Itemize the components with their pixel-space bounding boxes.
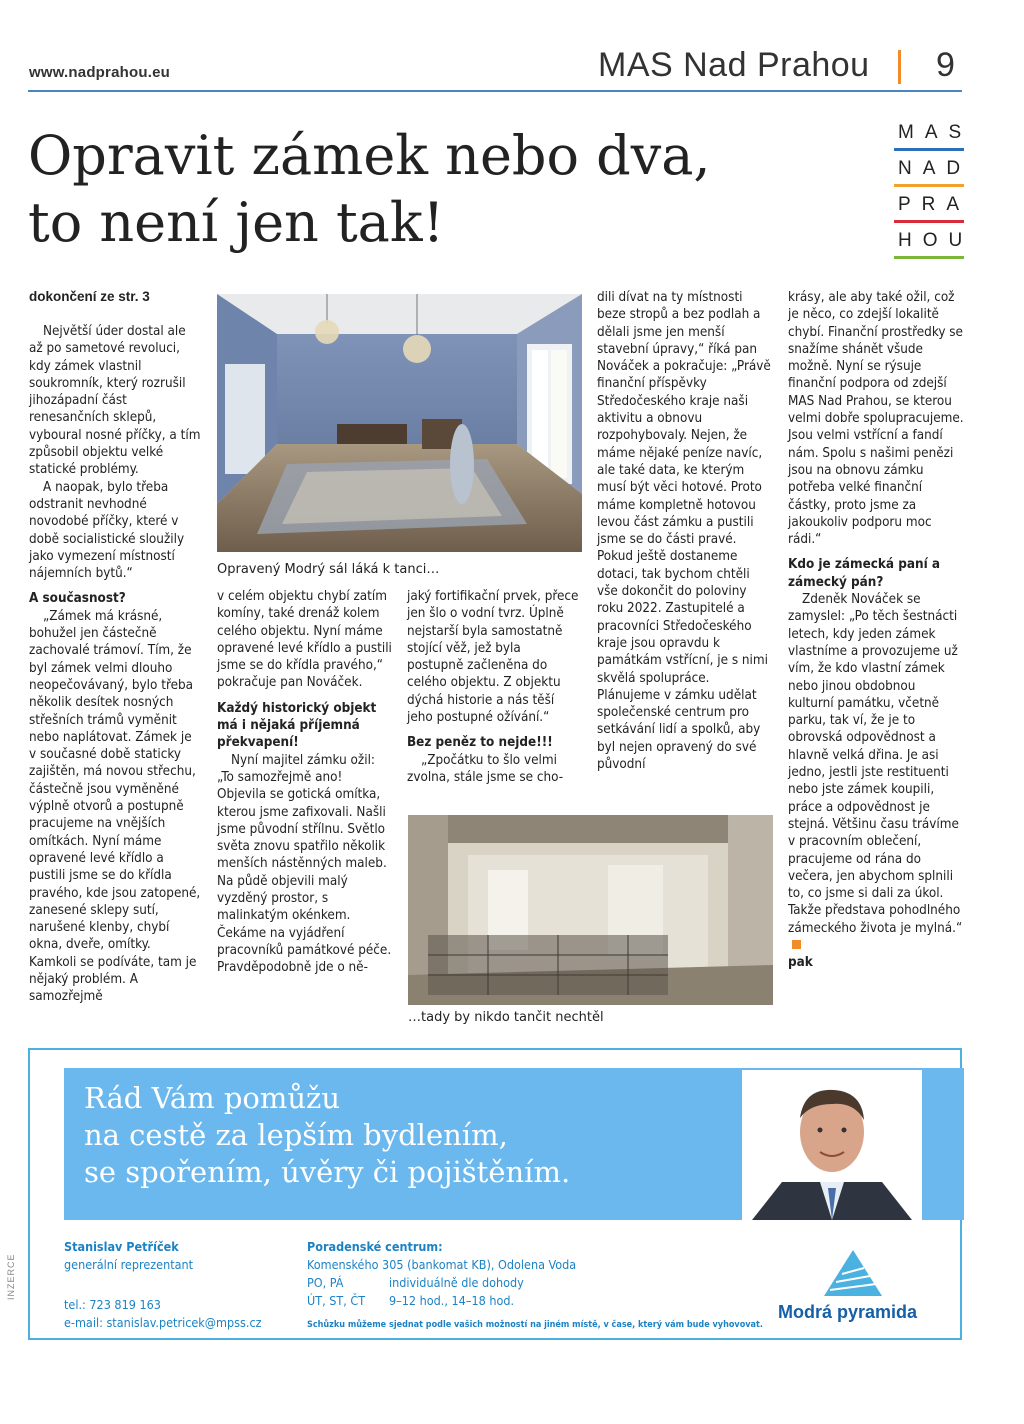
section-heading: Každý historický objekt má i nějaká příjemná překvapení! bbox=[217, 700, 377, 751]
article-paragraph: v celém objektu chybí zatím komíny, také drenáž kolem celého objektu. Nyní máme opravené levé křídlo a pustili jsme se do křídla pravého,“ pokračuje pan Nováček. bbox=[217, 589, 392, 691]
photo-caption-2: …tady by nikdo tančit nechtěl bbox=[408, 1010, 604, 1025]
ad-headline-line-2: na cestě za lepším bydlením, bbox=[84, 1118, 508, 1152]
agent-portrait bbox=[742, 1070, 922, 1242]
ad-headline-line-1: Rád Vám pomůžu bbox=[84, 1081, 341, 1115]
article-headline bbox=[28, 122, 868, 256]
article-paragraph: „Zámek má krásné, bohužel jen částečně zachovalé trámoví. Tím, že byl zámek velmi dlouho neopečovávaný, bylo třeba několik desítek nosných střešních trámů vyměnit nebo naplátovat. Zámek je v současné době staticky zajištěn, má novou střechu, částečně jsou vyměněné výplně otvorů a postupně pracujeme na vnějších omítkách. Nyní máme opravené levé křídlo a pustili jsme se do křídla pravého, kde jsou zatopené, zanesené sklepy sutí, narušené klenby, chybí okna, dveře, omítky. Kamkoli se podíváte, tam je nějaký problém. A samozřejmě bbox=[29, 608, 201, 1005]
brand-name: Modrá pyramida bbox=[778, 1302, 918, 1322]
article-paragraph: Nyní majitel zámku ožil: „To samozřejmě ano! Objevila se gotická omítka, kterou jsme zafixovali. Našli jsme původní střílnu. Světlo světa znovu spatřilo několik menších nástěnných maleb. Na půdě objevili malý vyzděný prostor, s malinkatým okénkem. Čekáme na vyjádření pracovníků památkové péče. Pravděpodobně jde o ně- bbox=[217, 752, 392, 976]
photo-caption-1: Opravený Modrý sál láká k tanci… bbox=[217, 562, 440, 577]
section-heading: A současnost? bbox=[29, 591, 126, 607]
article-column-2 bbox=[217, 588, 393, 977]
hours-days-1: PO, PÁ bbox=[307, 1275, 344, 1290]
logo-row-4: HOU bbox=[898, 230, 974, 251]
article-column-1 bbox=[29, 323, 201, 1006]
article-paragraph: krásy, ale aby také ožil, což je něco, co zdejší lokalitě chybí. Finanční prostředky se snažíme shánět všude možně. Nyní se rýsuje finanční podpora od zdejší MAS Nad Prahou, se kterou velmi dobře spolupracujeme. Jsou velmi vstřícní a fandí nám. Spolu s našimi penězi jsou na obnovu zámku potřeba velké finanční částky, proto jsme za jakoukoliv podporu moc rádi.“ bbox=[788, 290, 964, 548]
advertisement-label: INZERCE bbox=[6, 1253, 16, 1300]
article-column-5 bbox=[788, 289, 964, 972]
page-number: 9 bbox=[936, 46, 955, 84]
pyramid-icon bbox=[822, 1248, 884, 1298]
agent-email[interactable]: e-mail: stanislav.petricek@mpss.cz bbox=[64, 1315, 262, 1330]
author-signature: pak bbox=[788, 955, 813, 971]
article-paragraph: Zdeněk Nováček se zamyslel: „Po těch šestnácti letech, kdy jeden zámek vlastníme a provozujeme už vím, že kdo vlastní zámek nebo jinou obdobnou kulturní památku, včetně parku, tak ví, že je to obrovská odpovědnost a hlavně velká dřina. Je asi jedno, jestli jste restituenti nebo jste zámek koupili, práce a odpovědnost je stejná. Většinu času trávíme v pracovním oblečení, pracujeme od rána do večera, jen abychom splnili to, co jsme si dali za úkol. Takže představa pohodlného zámeckého života je mylná.“ bbox=[788, 591, 964, 954]
center-title: Poradenské centrum: bbox=[307, 1239, 443, 1254]
mas-logo bbox=[894, 122, 974, 266]
appointment-note: Schůzku můžeme sjednat podle vašich možností na jiném místě, v čase, který vám bude vyhovovat. bbox=[307, 1320, 763, 1330]
logo-line-orange bbox=[894, 184, 964, 187]
article-paragraph: Největší úder dostal ale až po sametové revoluci, kdy zámek vlastnil soukromník, který rozrušil jihozápadní část renesančních sklepů, vyboural nosné příčky, a tím způsobil objektu velké statické problémy. bbox=[29, 324, 201, 478]
logo-row-3: PRA bbox=[898, 194, 971, 215]
hours-time-1: individuálně dle dohody bbox=[389, 1275, 524, 1290]
ad-headline bbox=[84, 1080, 704, 1191]
article-paragraph: jaký fortifikační prvek, přece jen šlo o vodní tvrz. Úplně nejstarší byla samostatně stojící věž, jež byla postupně začleněna do celého objektu. Z objektu dýchá historie a nás těší jeho postupné ožívání.“ bbox=[407, 589, 579, 726]
header-divider bbox=[898, 50, 901, 84]
agent-name: Stanislav Petříček bbox=[64, 1239, 179, 1254]
section-heading: Bez peněz to nejde!!! bbox=[407, 735, 553, 751]
hours-days-2: ÚT, ST, ČT bbox=[307, 1293, 366, 1308]
headline-line-1: Opravit zámek nebo dva, bbox=[28, 124, 711, 187]
article-column-3 bbox=[407, 588, 579, 786]
article-paragraph: A naopak, bylo třeba odstranit nevhodné novodobé příčky, které v době socialistické sloužily jako vymezení místností nájemních bytů.“ bbox=[29, 479, 185, 582]
headline-line-2: to není jen tak! bbox=[28, 191, 445, 254]
unrestored-room-photo bbox=[408, 815, 773, 1005]
logo-row-1: MAS bbox=[898, 122, 973, 143]
agent-contact bbox=[64, 1238, 294, 1332]
agent-phone[interactable]: tel.: 723 819 163 bbox=[64, 1297, 161, 1312]
site-url[interactable]: www.nadprahou.eu bbox=[29, 64, 170, 81]
ad-headline-line-3: se spořením, úvěry či pojištěním. bbox=[84, 1155, 571, 1189]
continuation-note: dokončení ze str. 3 bbox=[29, 289, 150, 304]
center-address: Komenského 305 (bankomat KB), Odolena Voda bbox=[307, 1257, 577, 1272]
logo-line-blue bbox=[894, 148, 964, 151]
article-paragraph: „Zpočátku to šlo velmi zvolna, stále jsme se cho- bbox=[407, 752, 564, 785]
section-heading: Kdo je zámecká paní a zámecký pán? bbox=[788, 557, 941, 590]
agent-role: generální reprezentant bbox=[64, 1257, 194, 1272]
header-rule bbox=[28, 90, 962, 92]
logo-line-red bbox=[894, 220, 964, 223]
logo-line-green bbox=[894, 256, 964, 259]
article-paragraph: dili dívat na ty místnosti beze stropů a bez podlah a dělali jsme jen menší stavební úpravy,“ říká pan Nováček a pokračuje: „Právě finanční příspěvky Středočeského kraje naši aktivitu a obnovu rozpohybovaly. Nejen, že máme nějaké peníze navíc, ale také data, ke kterým musí být věci hotové. Proto máme kompletně hotovou levou část zámku a pustili jsme se do části pravé. Pokud ještě dostaneme dotaci, tak bychom chtěli vše dokončit do poloviny roku 2022. Zastupitelé a pracovníci Středočeského kraje jsou opravdu k památkám vstřícní, je s nimi skvělá spolupráce. Plánujeme v zámku udělat společenské centrum pro setkávání lidí a spolků, aby byl nejen opravený do své původní bbox=[597, 290, 771, 773]
end-mark-icon bbox=[792, 940, 801, 949]
hours-time-2: 9–12 hod., 14–18 hod. bbox=[389, 1293, 515, 1308]
article-column-4 bbox=[597, 289, 773, 773]
advice-center bbox=[307, 1238, 767, 1334]
blue-hall-photo bbox=[217, 294, 582, 552]
publication-name: MAS Nad Prahou bbox=[598, 46, 870, 84]
logo-row-2: NAD bbox=[898, 158, 972, 179]
